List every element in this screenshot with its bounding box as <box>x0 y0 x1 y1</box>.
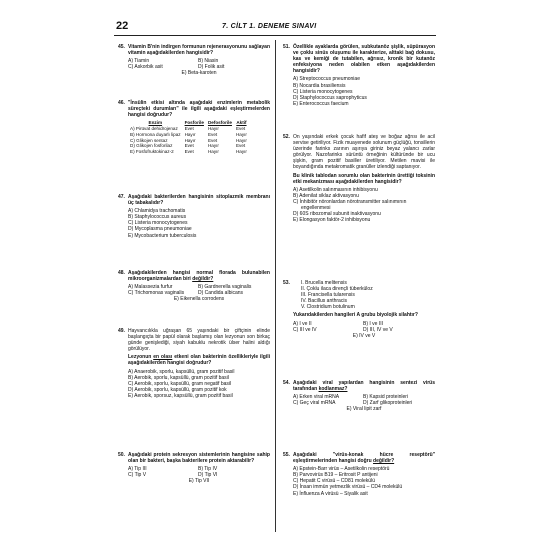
option-b[interactable]: B) Staphylococcus aureus <box>128 214 187 221</box>
question-45 <box>118 44 270 76</box>
item-4: IV. Bacillus anthracis <box>301 298 347 305</box>
option-b[interactable]: B) Tip IV <box>198 466 218 473</box>
question-text: Aşağıdaki protein sekresyon sistemlerinin hangisine sahip olan bir bakteri, başka bakterilere protein aktarabilir? <box>128 452 270 465</box>
option-d[interactable]: D) 60S ribozomal subunit inaktivasyonu <box>293 211 381 218</box>
options <box>293 321 435 333</box>
question-number: 53. <box>283 280 290 286</box>
question-53 <box>283 280 435 339</box>
option-d[interactable]: D) Tip VI <box>198 472 218 479</box>
option-e[interactable]: E) Viral lipit zarf <box>346 406 382 413</box>
option-e[interactable]: E) Enterococcus faecium <box>293 100 349 107</box>
option-a[interactable]: A) Chlamidya trachomatis <box>128 208 186 215</box>
option-d[interactable]: D) Aerobik, sporlu, kapsüllü, gram pozitif kok <box>128 386 227 393</box>
item-5: V. Clostridium botulinum <box>301 304 355 311</box>
case-text: Hayvancılıkla uğraşan 65 yaşındaki bir çiftçinin elinde başlangıçta bir papül olarak başlamış olan lezyonun son birkaç günde genişlediği, siyah kabuklu nekrotik ülser halini aldığı görülüyor. <box>128 328 270 353</box>
option-e[interactable]: E) IV ve V <box>352 332 376 339</box>
column-divider <box>275 40 276 532</box>
option-d[interactable]: D) Mycoplasma pneumoniae <box>128 226 192 233</box>
cell: Evet <box>235 143 246 149</box>
option-a[interactable]: A) Epstein-Barr virüs – Asetilkolin reseptörü <box>293 466 390 473</box>
question-number: 54. <box>283 380 290 386</box>
question-number: 49. <box>118 328 125 334</box>
option-a[interactable]: A) I ve II <box>293 320 312 327</box>
question-text <box>128 354 270 366</box>
cell: C) Glikojen sentaz <box>130 137 168 143</box>
question-stem <box>128 328 270 352</box>
question-stem: Aşağıdaki viral yapılardan hangisinin sentezi virüs tarafından <box>293 380 435 393</box>
question-50 <box>118 452 270 484</box>
option-c[interactable]: C) III ve IV <box>293 326 317 333</box>
q-pre: Lezyonun <box>128 354 152 361</box>
question-number: 45. <box>118 44 125 50</box>
question-51 <box>283 44 435 107</box>
option-c[interactable]: C) Listeria monocytogenes <box>293 88 353 95</box>
option-c[interactable]: C) Trichomonas vaginalis <box>128 290 185 297</box>
cell: Evet <box>184 149 194 155</box>
question-number: 55. <box>283 452 290 458</box>
option-a[interactable]: A) Erken viral mRNA <box>293 394 340 401</box>
question-46 <box>118 100 270 155</box>
cell: Evet <box>184 143 194 149</box>
option-d[interactable]: D) Folik asit <box>198 64 225 71</box>
cell: B) Hormona duyarlı lipaz <box>130 131 181 137</box>
emphasis: değildir? <box>192 276 214 283</box>
question-48 <box>118 270 270 302</box>
options <box>128 284 270 296</box>
cell: Evet <box>207 137 218 143</box>
options <box>128 58 270 70</box>
table-row[interactable] <box>128 149 249 155</box>
option-a[interactable]: A) Tip III <box>128 466 147 473</box>
option-a[interactable]: A) Anaerobik, sporlu, kapsüllü, gram pozitif basil <box>128 368 235 375</box>
question-49 <box>118 328 270 399</box>
option-b[interactable]: B) Parvovirüs B19 – Eritrosit P antijeni <box>293 472 378 479</box>
question-number: 50. <box>118 452 125 458</box>
option-b[interactable]: B) Niasin <box>198 58 219 65</box>
col-active: Aktif <box>236 120 247 126</box>
cell: Hayır <box>235 137 247 143</box>
emphasis: değildir? <box>373 458 395 465</box>
question-text <box>293 452 435 464</box>
question-text: Vitamin B'nin indirgen formunun rejenerasyonunu sağlayan vitamin aşağıdakilerden hangisidir? <box>128 44 270 57</box>
q-post: etkeni olan bakterinin özellikleriyle ilgili aşağıdakilerden hangisi doğrudur? <box>128 354 271 367</box>
option-e[interactable]: E) Eikenella corrodens <box>173 296 225 303</box>
question-text: Bu klinik tablodan sorumlu olan bakterinin ürettiği toksinin etki mekanizması aşağıdakilerden hangisidir? <box>293 172 435 185</box>
cell: Hayır <box>207 143 219 149</box>
option-a[interactable]: A) Streptococcus pneumoniae <box>293 76 360 83</box>
cell: Hayır <box>235 149 247 155</box>
option-c-cont: engellenmesi <box>301 205 331 212</box>
option-d[interactable]: D) III, IV ve V <box>363 326 393 333</box>
question-text <box>293 380 435 392</box>
col-phosphorylated: Fosforile <box>184 120 204 126</box>
option-b[interactable]: B) Adenilat siklaz aktivasyonu <box>293 192 359 199</box>
cell: Evet <box>207 131 218 137</box>
option-b[interactable]: B) Nocardia brasiliensis <box>293 82 346 89</box>
option-b[interactable]: B) Kapsid proteinleri <box>363 394 409 401</box>
cell: Evet <box>235 126 246 132</box>
option-c[interactable]: C) Askorbik asit <box>128 64 163 71</box>
option-e[interactable]: E) Mycobacterium tuberculosis <box>128 232 197 239</box>
question-text: Yukarıdakilerden hangileri A grubu biyolojik silahtır? <box>293 312 418 319</box>
question-text <box>128 270 270 282</box>
option-c[interactable]: C) İnhibitör nöronlardan nörotransmitter salınımının <box>293 198 407 205</box>
option-a[interactable]: A) Tiamin <box>128 58 150 65</box>
cell: E) Fosfofruktokinaz-2 <box>130 149 174 155</box>
option-a[interactable]: A) Asetilkolin salınmasının inhibisyonu <box>293 186 378 193</box>
cell: Hayır <box>207 126 219 132</box>
option-d[interactable]: D) İnsan immün yetmezlik virüsü – CD4 molekülü <box>293 484 403 491</box>
cell: Hayır <box>207 149 219 155</box>
question-number: 48. <box>118 270 125 276</box>
question-text: "İnsülin etkisi altında aşağıdaki enzimlerin metabolik süreçteki durumları" ile ilgili aşağıdaki eşleştirmelerden hangisi doğrudur? <box>128 100 270 119</box>
option-e[interactable]: E) Aerobik, sporsuz, kapsüllü, gram pozitif basil <box>128 392 233 399</box>
cell: A) Pirüvat dehidrojenaz <box>130 126 178 132</box>
option-d[interactable]: D) Zarf glikoproteinleri <box>363 400 413 407</box>
option-e[interactable]: E) Beta-karoten <box>181 70 217 77</box>
question-52 <box>283 134 435 223</box>
exam-title: 7. CİLT 1. DENEME SINAVI <box>222 23 317 30</box>
enzyme-table <box>128 120 249 155</box>
question-55 <box>283 452 435 497</box>
option-d[interactable]: D) Staphylococcus saprophyticus <box>293 94 367 101</box>
question-number: 47. <box>118 194 125 200</box>
options <box>128 466 270 478</box>
cell: D) Glikojen fosforilaz <box>130 143 173 149</box>
options <box>293 394 435 406</box>
option-d[interactable]: D) Candida albicans <box>198 290 244 297</box>
option-c[interactable]: C) Aerobik, sporlu, kapsüllü, gram negatif basil <box>128 380 232 387</box>
question-number: 52. <box>283 134 290 140</box>
question-text: Aşağıdaki bakterilerden hangisinin sitoplazmik membranı üç tabakalıdır? <box>128 194 270 207</box>
question-number: 46. <box>118 100 125 106</box>
option-c[interactable]: C) Hepatit C virüsü – CD81 molekülü <box>293 478 375 485</box>
option-c[interactable]: C) Tip V <box>128 472 147 479</box>
emphasis: en olası <box>153 354 173 361</box>
option-e[interactable]: E) Elongasyon faktör-2 inhibisyonu <box>293 217 371 224</box>
option-c[interactable]: C) Listeria monocytogenes <box>128 220 188 227</box>
question-stem <box>293 134 435 171</box>
option-b[interactable]: B) Aerobik, sporlu, kapsüllü, gram pozitif basil <box>128 374 229 381</box>
question-stem: Aşağıdakilerden hangisi normal florada bulunabilen mikroorganizmalardan biri <box>128 270 270 283</box>
col-enzyme: Enzim <box>148 120 163 126</box>
option-b[interactable]: B) Gardnerella vaginalis <box>198 284 252 291</box>
col-dephosphorylated: Defosforile <box>207 120 232 126</box>
option-b[interactable]: B) I ve III <box>363 320 384 327</box>
question-54 <box>283 380 435 412</box>
option-c[interactable]: C) Geç viral mRNA <box>293 400 336 407</box>
question-text: Özellikle ayaklarda görülen, subkutanöz şişlik, süpürasyon ve çoklu sinüs oluşumu ile karakterize, alttaki bağ dokusu, kas ve kemiği de tutabilen, ağrısız, kronik bir kutanöz enfeksiyona neden olabilen etken aşağıdakilerden hangisidir? <box>293 44 435 75</box>
header-rule <box>114 35 436 36</box>
cell: Evet <box>184 126 194 132</box>
case-text: On yaşındaki erkek çocuk hafif ateş ve boğaz ağrısı ile acil servise getiriliyor. Fizik muayenede solunum güçlüğü, tonsillerin üzerinde farinks zarının aşırıya giriniz beyaz yalancı zarlar görülyor. Nazofarinks sürüntü örneğinin kültüründe bir ucu şişkin, gram pozitif basiller üretiliyor. Metilen mavisi ile boyandığında metakromatik granüller izlendiği saptanıyor. <box>293 134 435 171</box>
emphasis: kodlanmaz? <box>318 386 348 393</box>
question-number: 51. <box>283 44 290 50</box>
item-1: I. Brucella melitensis <box>301 280 347 286</box>
question-47 <box>118 194 270 239</box>
cell: Hayır <box>184 137 196 143</box>
question-stem: Aşağıdaki "virüs-konak hücre reseptörü" eşleştirmelerinden hangisi doğru <box>293 452 435 465</box>
option-e[interactable]: E) Tip VII <box>188 478 210 485</box>
item-2: II. Çoklu ilaca dirençli tüberküloz <box>301 286 373 293</box>
option-e[interactable]: E) İnfluenza A virüsü – Siyalik asit <box>293 490 368 497</box>
page-number: 22 <box>116 20 129 32</box>
cell: Hayır <box>184 131 196 137</box>
option-a[interactable]: A) Malassezia furfur <box>128 284 173 291</box>
cell: Hayır <box>235 131 247 137</box>
item-3: III. Francisella tularensis <box>301 292 355 299</box>
